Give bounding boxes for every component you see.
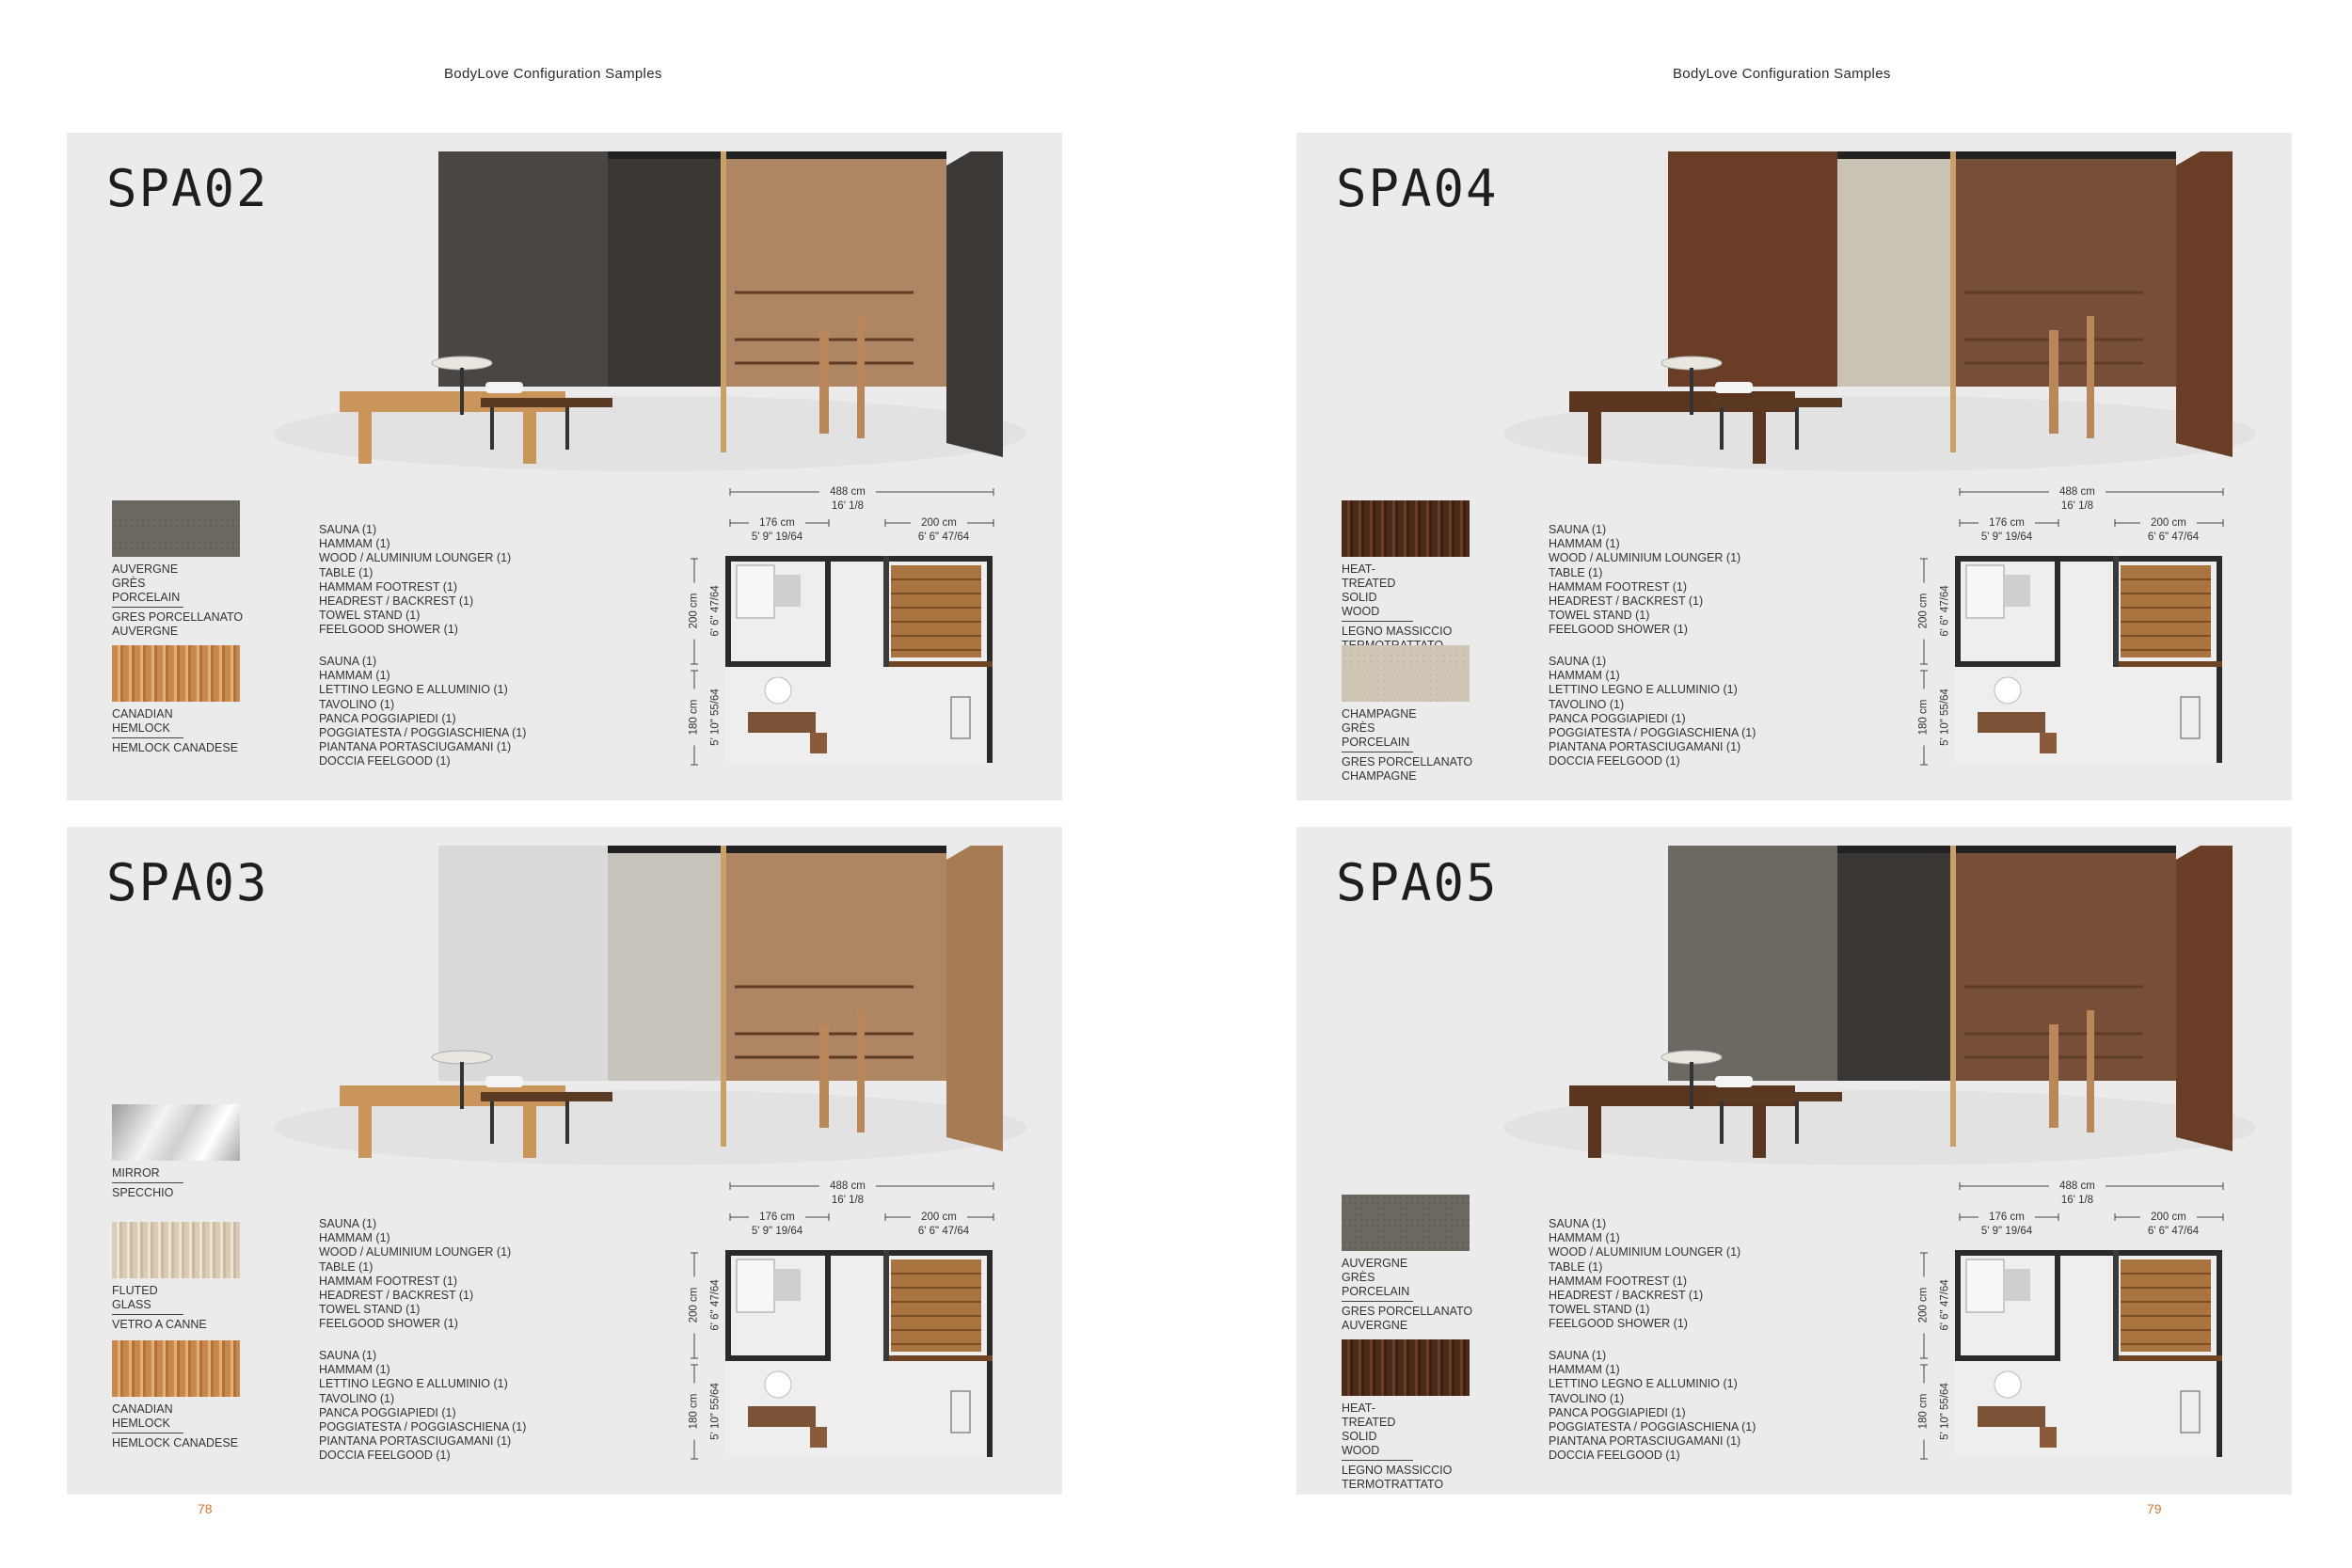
dim-depth-bottom-in: 5' 10" 55/64: [1939, 1383, 1951, 1440]
dim-left-in: 5' 9" 19/64: [751, 531, 803, 543]
dim-depth-bottom-cm: 180 cm: [689, 689, 701, 746]
item-line: PIANTANA PORTASCIUGAMANI (1): [1549, 1434, 1741, 1449]
item-line: WOOD / ALUMINIUM LOUNGER (1): [319, 1245, 512, 1259]
item-line: HAMMAM (1): [319, 1231, 390, 1245]
item-line: TOWEL STAND (1): [319, 609, 421, 623]
item-list-italian: [319, 1349, 535, 1464]
material-label: [112, 1166, 244, 1200]
dim-depth-top-in: 6' 6" 47/64: [1939, 1279, 1951, 1331]
item-line: FEELGOOD SHOWER (1): [319, 623, 458, 637]
dim-right-cm: 200 cm: [911, 1212, 967, 1224]
item-line: TOWEL STAND (1): [319, 1303, 421, 1317]
item-list-english: [319, 523, 535, 638]
material-label: [112, 707, 244, 755]
item-line: SAUNA (1): [1549, 523, 1607, 536]
item-line: HEADREST / BACKREST (1): [319, 594, 474, 609]
material-swatch-thermowood: [1342, 500, 1470, 557]
material-name-english: AUVERGNE GRÈS PORCELAIN: [112, 562, 183, 608]
item-line: DOCCIA FEELGOOD (1): [1549, 754, 1680, 768]
material-name-english: MIRROR: [112, 1166, 183, 1183]
dim-depth-top-cm: 200 cm: [689, 583, 701, 640]
item-line: FEELGOOD SHOWER (1): [1549, 623, 1688, 637]
item-line: FEELGOOD SHOWER (1): [319, 1317, 458, 1331]
item-line: TABLE (1): [319, 1259, 373, 1274]
dim-total-in: 16' 1/8: [2060, 500, 2094, 512]
dim-depth-bottom-cm: 180 cm: [1918, 1384, 1931, 1440]
dim-total-in: 16' 1/8: [2060, 1195, 2094, 1206]
dim-depth-bottom-in: 5' 10" 55/64: [709, 1383, 722, 1440]
item-line: TAVOLINO (1): [1549, 697, 1625, 711]
item-line: TABLE (1): [1549, 1259, 1603, 1274]
item-line: PANCA POGGIAPIEDI (1): [319, 711, 456, 725]
material-name-italian: GRES PORCELLANATO AUVERGNE: [1342, 1305, 1473, 1332]
item-line: DOCCIA FEELGOOD (1): [1549, 1449, 1680, 1463]
dim-right-in: 6' 6" 47/64: [2147, 1226, 2200, 1237]
material-swatch-fluted-glass: [112, 1222, 240, 1278]
dim-depth-bottom-cm: 180 cm: [689, 1384, 701, 1440]
dim-depth-bottom-in: 5' 10" 55/64: [1939, 689, 1951, 746]
config-card-spa04: [1296, 133, 2292, 800]
material-name-italian: HEMLOCK CANADESE: [112, 741, 239, 754]
item-line: POGGIATESTA / POGGIASCHIENA (1): [319, 1420, 527, 1434]
dim-right-cm: 200 cm: [911, 517, 967, 530]
material-swatch-hemlock: [112, 1340, 240, 1397]
material-name-english: AUVERGNE GRÈS PORCELAIN: [1342, 1257, 1413, 1302]
config-card-spa03: [67, 827, 1062, 1495]
dim-left-in: 5' 9" 19/64: [751, 1226, 803, 1237]
item-list-italian: [1549, 655, 1765, 769]
item-line: PANCA POGGIAPIEDI (1): [1549, 711, 1686, 725]
item-line: SAUNA (1): [1549, 655, 1607, 668]
dim-total-in: 16' 1/8: [831, 500, 865, 512]
item-line: TOWEL STAND (1): [1549, 609, 1650, 623]
material-label: [1342, 1257, 1473, 1333]
item-line: SAUNA (1): [319, 523, 377, 536]
item-line: PIANTANA PORTASCIUGAMANI (1): [1549, 740, 1741, 754]
dim-total-cm: 488 cm: [2049, 1180, 2106, 1193]
material-name-italian: GRES PORCELLANATO CHAMPAGNE: [1342, 755, 1473, 783]
item-line: SAUNA (1): [1549, 1349, 1607, 1362]
dim-total-cm: 488 cm: [819, 1180, 876, 1193]
item-line: TABLE (1): [319, 565, 373, 579]
dim-left-in: 5' 9" 19/64: [1980, 531, 2033, 543]
dim-depth-bottom-cm: 180 cm: [1918, 689, 1931, 746]
dim-depth-top-in: 6' 6" 47/64: [709, 585, 722, 637]
material-label: [1342, 1402, 1473, 1492]
item-list-english: [1549, 1217, 1765, 1332]
item-line: WOOD / ALUMINIUM LOUNGER (1): [1549, 551, 1741, 565]
item-line: SAUNA (1): [319, 1217, 377, 1230]
item-line: HAMMAM (1): [319, 537, 390, 551]
page-header-left: BodyLove Configuration Samples: [444, 66, 662, 82]
page-number-left: 78: [198, 1501, 213, 1516]
item-line: PANCA POGGIAPIEDI (1): [1549, 1405, 1686, 1419]
dim-depth-top-in: 6' 6" 47/64: [1939, 585, 1951, 637]
material-label: [1342, 707, 1473, 784]
item-line: POGGIATESTA / POGGIASCHIENA (1): [319, 726, 527, 740]
item-line: SAUNA (1): [319, 1349, 377, 1362]
material-name-italian: HEMLOCK CANADESE: [112, 1436, 239, 1449]
item-line: HAMMAM FOOTREST (1): [319, 579, 457, 594]
item-line: POGGIATESTA / POGGIASCHIENA (1): [1549, 1420, 1756, 1434]
dim-depth-top-cm: 200 cm: [1918, 583, 1931, 640]
item-line: HAMMAM FOOTREST (1): [319, 1274, 457, 1288]
dim-depth-bottom-in: 5' 10" 55/64: [709, 689, 722, 746]
item-line: LETTINO LEGNO E ALLUMINIO (1): [1549, 1377, 1738, 1391]
spa-render-image: [255, 151, 1064, 490]
material-name-english: HEAT-TREATED SOLID WOOD: [1342, 562, 1413, 622]
spa-render-image: [255, 846, 1064, 1184]
item-line: WOOD / ALUMINIUM LOUNGER (1): [319, 551, 512, 565]
config-code: SPA04: [1336, 159, 1499, 218]
item-line: HAMMAM FOOTREST (1): [1549, 1274, 1687, 1288]
item-line: WOOD / ALUMINIUM LOUNGER (1): [1549, 1245, 1741, 1259]
item-line: FEELGOOD SHOWER (1): [1549, 1317, 1688, 1331]
floor-plan-image: [1955, 1250, 2222, 1457]
material-name-italian: LEGNO MASSICCIO TERMOTRATTATO: [1342, 1464, 1453, 1491]
material-name-english: FLUTED GLASS: [112, 1284, 183, 1315]
material-swatch-hemlock: [112, 645, 240, 702]
item-line: HAMMAM (1): [1549, 1363, 1620, 1377]
item-line: HAMMAM (1): [319, 669, 390, 683]
config-card-spa05: [1296, 827, 2292, 1495]
item-line: SAUNA (1): [319, 655, 377, 668]
material-swatch-stone-dark: [1342, 1195, 1470, 1251]
item-line: HAMMAM FOOTREST (1): [1549, 579, 1687, 594]
dim-left-cm: 176 cm: [1979, 1212, 2035, 1224]
item-line: TAVOLINO (1): [1549, 1391, 1625, 1405]
dim-left-cm: 176 cm: [749, 517, 805, 530]
item-line: POGGIATESTA / POGGIASCHIENA (1): [1549, 726, 1756, 740]
dim-total-cm: 488 cm: [819, 486, 876, 499]
item-line: HAMMAM (1): [1549, 669, 1620, 683]
material-label: [1342, 562, 1473, 653]
material-name-italian: VETRO A CANNE: [112, 1318, 207, 1331]
item-line: TABLE (1): [1549, 565, 1603, 579]
page-header-right: BodyLove Configuration Samples: [1673, 66, 1891, 82]
item-line: HEADREST / BACKREST (1): [319, 1289, 474, 1303]
material-name-italian: GRES PORCELLANATO AUVERGNE: [112, 610, 244, 638]
item-line: HAMMAM (1): [319, 1363, 390, 1377]
dim-right-in: 6' 6" 47/64: [2147, 531, 2200, 543]
material-swatch-thermowood: [1342, 1339, 1470, 1396]
item-line: LETTINO LEGNO E ALLUMINIO (1): [319, 1377, 508, 1391]
item-line: DOCCIA FEELGOOD (1): [319, 1449, 451, 1463]
item-line: HAMMAM (1): [1549, 537, 1620, 551]
material-name-italian: SPECCHIO: [112, 1186, 174, 1199]
material-name-english: CHAMPAGNE GRÈS PORCELAIN: [1342, 707, 1413, 752]
dim-left-in: 5' 9" 19/64: [1980, 1226, 2033, 1237]
material-name-english: CANADIAN HEMLOCK: [112, 707, 183, 738]
material-label: [112, 562, 244, 639]
dim-depth-top-in: 6' 6" 47/64: [709, 1279, 722, 1331]
material-swatch-stone-light: [1342, 645, 1470, 702]
spa-render-image: [1485, 846, 2294, 1184]
dim-left-cm: 176 cm: [1979, 517, 2035, 530]
item-line: HEADREST / BACKREST (1): [1549, 594, 1704, 609]
config-code: SPA05: [1336, 853, 1499, 912]
dim-total-cm: 488 cm: [2049, 486, 2106, 499]
item-list-italian: [1549, 1349, 1765, 1464]
page-number-right: 79: [2147, 1501, 2162, 1516]
material-label: [112, 1284, 244, 1332]
material-name-italian: LEGNO MASSICCIO: [1342, 625, 1453, 638]
dim-total-in: 16' 1/8: [831, 1195, 865, 1206]
item-list-italian: [319, 655, 535, 769]
material-name-english: CANADIAN HEMLOCK: [112, 1402, 183, 1433]
item-line: SAUNA (1): [1549, 1217, 1607, 1230]
dim-right-cm: 200 cm: [2140, 517, 2197, 530]
dim-depth-top-cm: 200 cm: [689, 1277, 701, 1334]
dim-right-cm: 200 cm: [2140, 1212, 2197, 1224]
dim-right-in: 6' 6" 47/64: [917, 1226, 970, 1237]
item-line: TAVOLINO (1): [319, 1391, 395, 1405]
item-line: TOWEL STAND (1): [1549, 1303, 1650, 1317]
floor-plan-image: [725, 556, 993, 763]
dim-right-in: 6' 6" 47/64: [917, 531, 970, 543]
floor-plan-image: [725, 1250, 993, 1457]
dim-left-cm: 176 cm: [749, 1212, 805, 1224]
config-code: SPA02: [106, 159, 269, 218]
material-label: [112, 1402, 244, 1450]
item-line: PANCA POGGIAPIEDI (1): [319, 1405, 456, 1419]
item-line: HEADREST / BACKREST (1): [1549, 1289, 1704, 1303]
material-name-english: HEAT-TREATED SOLID WOOD: [1342, 1402, 1413, 1461]
item-line: LETTINO LEGNO E ALLUMINIO (1): [1549, 683, 1738, 697]
dim-depth-top-cm: 200 cm: [1918, 1277, 1931, 1334]
item-line: HAMMAM (1): [1549, 1231, 1620, 1245]
floor-plan-image: [1955, 556, 2222, 763]
spa-render-image: [1485, 151, 2294, 490]
item-list-english: [319, 1217, 535, 1332]
item-line: LETTINO LEGNO E ALLUMINIO (1): [319, 683, 508, 697]
item-line: PIANTANA PORTASCIUGAMANI (1): [319, 740, 512, 754]
item-line: TAVOLINO (1): [319, 697, 395, 711]
item-line: DOCCIA FEELGOOD (1): [319, 754, 451, 768]
item-line: PIANTANA PORTASCIUGAMANI (1): [319, 1434, 512, 1449]
material-swatch-stone-dark: [112, 500, 240, 557]
material-swatch-mirror: [112, 1104, 240, 1161]
config-code: SPA03: [106, 853, 269, 912]
config-card-spa02: [67, 133, 1062, 800]
item-list-english: [1549, 523, 1765, 638]
